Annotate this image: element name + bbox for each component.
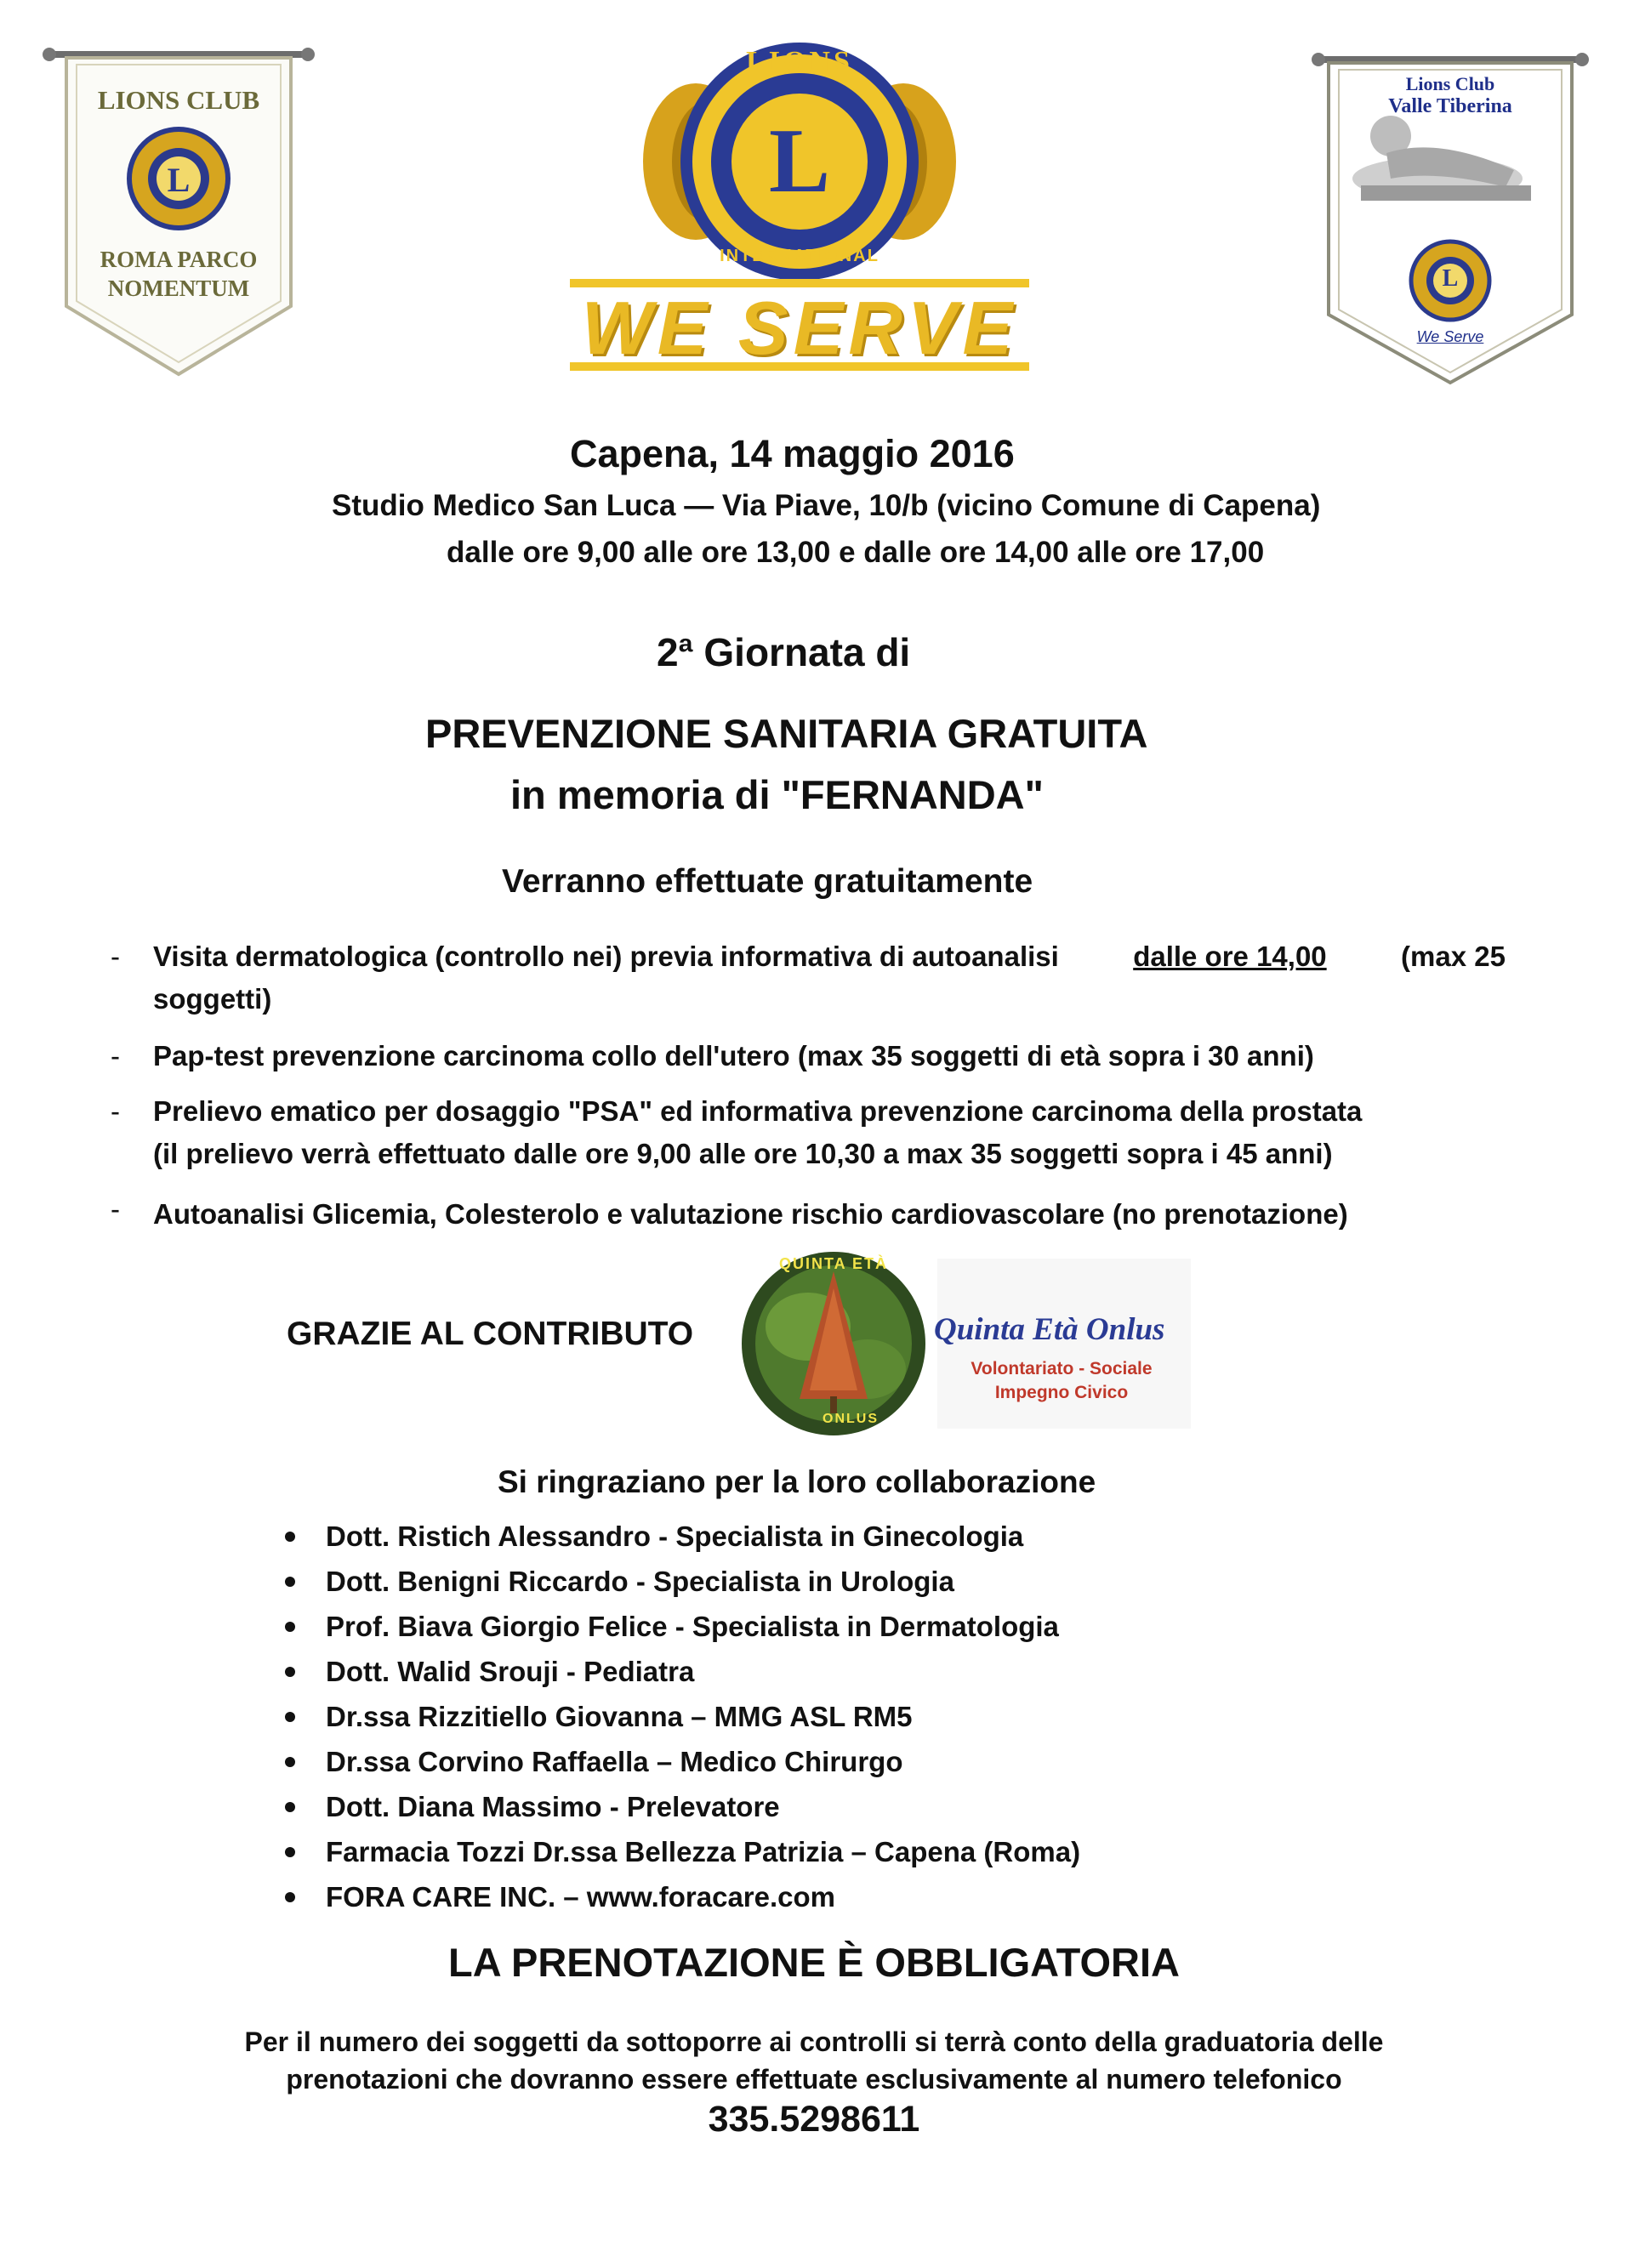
thanks-list-item: Prof. Biava Giorgio Felice - Specialista in Dermatologia	[285, 1604, 1080, 1649]
sponsor-tagline1: Volontariato - Sociale	[971, 1359, 1153, 1378]
service-item-text-cont: soggetti)	[153, 983, 272, 1015]
lions-international-logo	[553, 34, 1046, 391]
thanks-list-item: Dott. Walid Srouji - Pediatra	[285, 1649, 1080, 1694]
service-item-text-cont: (il prelievo verrà effettuato dalle ore 9,00 alle ore 10,30 a max 35 soggetti sopra i 45 anni)	[153, 1138, 1333, 1169]
event-title-line2: in memoria di "FERNANDA"	[510, 772, 1044, 817]
service-item-underlined-time: dalle ore 14,00	[1133, 941, 1327, 972]
badge-bottom-text: ONLUS	[823, 1412, 879, 1426]
pennant-club-name-line2: NOMENTUM	[107, 276, 250, 301]
lions-club-valle-tiberina-pennant	[1310, 43, 1591, 391]
booking-heading: LA PRENOTAZIONE È OBBLIGATORIA	[448, 1940, 1180, 1985]
sponsor-name: Quinta Età Onlus	[934, 1312, 1165, 1347]
badge-top-text: QUINTA ETÀ	[779, 1255, 888, 1272]
booking-phone-number: 335.5298611	[708, 2099, 920, 2140]
service-item-dermatology	[111, 935, 1506, 1020]
services-heading: Verranno effettuate gratuitamente	[502, 863, 1033, 900]
service-item-pap-test	[111, 1035, 1314, 1077]
sponsor-label: GRAZIE AL CONTRIBUTO	[287, 1316, 694, 1352]
booking-text-line1: Per il numero dei soggetti da sottoporre ai controlli si terrà conto della graduatoria delle	[244, 2026, 1384, 2057]
lions-l-letter: L	[167, 161, 191, 199]
thanks-heading: Si ringraziano per la loro collaborazione	[498, 1464, 1096, 1499]
logo-ring-top-text: LIONS	[746, 46, 853, 77]
thanks-list-item: Farmacia Tozzi Dr.ssa Bellezza Patrizia – Capena (Roma)	[285, 1829, 1080, 1874]
list-dash: -	[111, 1095, 120, 1127]
thanks-list-item: Dr.ssa Corvino Raffaella – Medico Chirurgo	[285, 1739, 1080, 1784]
service-item-text: Autoanalisi Glicemia, Colesterolo e valutazione rischio cardiovascolare (no prenotazione)	[153, 1198, 1348, 1230]
quinta-eta-onlus-logo	[740, 1250, 1191, 1437]
thanks-list-item: FORA CARE INC. – www.foracare.com	[285, 1874, 1080, 1919]
pennant-motto: We Serve	[1416, 328, 1484, 345]
list-dash: -	[111, 1193, 120, 1225]
booking-text-line2: prenotazioni che dovranno essere effettuate esclusivamente al numero telefonico	[286, 2064, 1342, 2095]
logo-ring-bottom-text: INTERNATIONAL	[720, 247, 879, 265]
list-dash: -	[111, 1040, 120, 1071]
pennant-line2: Valle Tiberina	[1388, 95, 1512, 117]
service-item-psa	[111, 1090, 1363, 1175]
thanks-list	[285, 1514, 1080, 1919]
thanks-list-item: Dott. Benigni Riccardo - Specialista in Urologia	[285, 1559, 1080, 1604]
service-item-text: Pap-test prevenzione carcinoma collo dell'utero (max 35 soggetti di età sopra i 30 anni)	[153, 1040, 1314, 1071]
thanks-list-item: Dott. Ristich Alessandro - Specialista in Ginecologia	[285, 1514, 1080, 1559]
service-item-text-tail: (max 25	[1392, 941, 1506, 972]
event-place-date: Capena, 14 maggio 2016	[570, 432, 1015, 475]
pennant-title: LIONS CLUB	[97, 85, 260, 115]
svg-text:L: L	[768, 111, 831, 212]
sponsor-tagline2: Impegno Civico	[994, 1383, 1129, 1402]
thanks-list-item: Dott. Diana Massimo - Prelevatore	[285, 1784, 1080, 1829]
lions-l-letter: L	[1442, 265, 1459, 292]
lions-club-roma-parco-nomentum-pennant	[43, 43, 315, 383]
list-dash: -	[111, 941, 120, 972]
we-serve-motto: WE SERVE	[581, 286, 1018, 370]
event-address: Studio Medico San Luca — Via Piave, 10/b (vicino Comune di Capena)	[332, 489, 1321, 522]
pennant-club-name-line1: ROMA PARCO	[100, 247, 258, 272]
service-item-glycemia	[111, 1193, 1348, 1236]
event-title-line1: PREVENZIONE SANITARIA GRATUITA	[425, 711, 1148, 756]
event-edition: 2ª Giornata di	[657, 630, 911, 674]
service-item-text: Prelievo ematico per dosaggio "PSA" ed informativa prevenzione carcinoma della prostata	[153, 1095, 1363, 1127]
service-item-text: Visita dermatologica (controllo nei) previa informativa di autoanalisi	[153, 941, 1067, 972]
event-hours: dalle ore 9,00 alle ore 13,00 e dalle ore 14,00 alle ore 17,00	[447, 536, 1265, 569]
pennant-line1: Lions Club	[1405, 73, 1495, 94]
thanks-list-item: Dr.ssa Rizzitiello Giovanna – MMG ASL RM5	[285, 1694, 1080, 1739]
